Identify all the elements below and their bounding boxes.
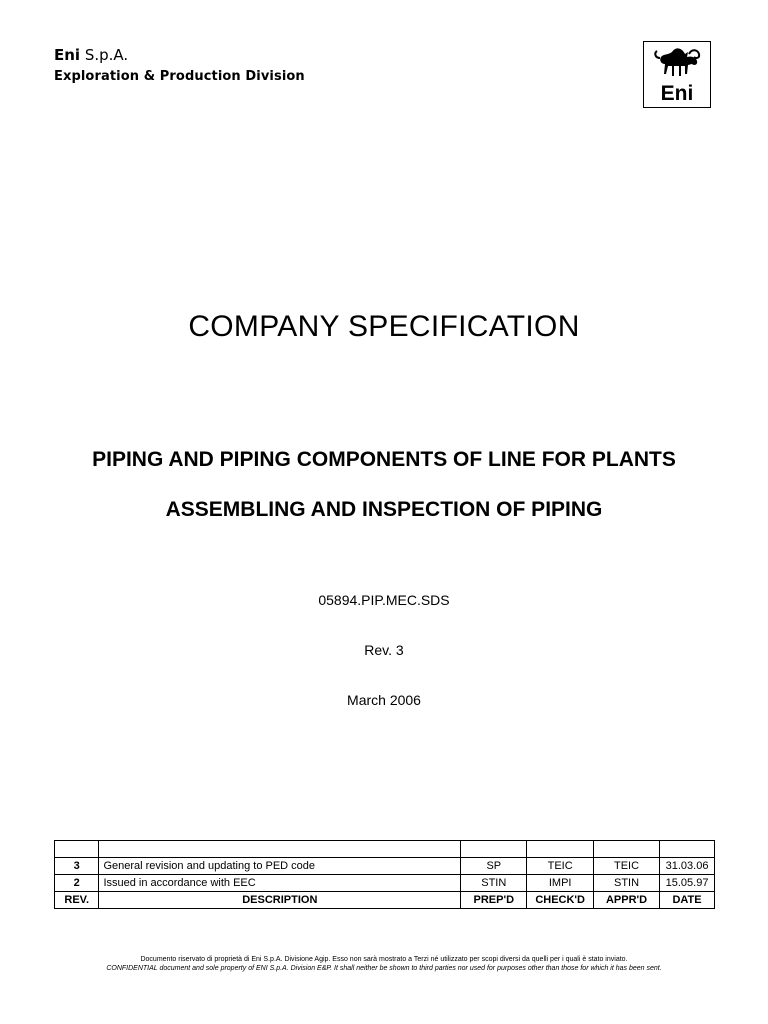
table-cell: 15.05.97 [660, 875, 715, 892]
column-header-prepared: PREP'D [461, 892, 527, 909]
table-cell [55, 841, 99, 858]
confidentiality-notice-italian: Documento riservato di proprietà di Eni S.p.A. Divisione Agip. Esso non sarà mostrato a Terzi né utilizzato per scopi diversi da quelli per i quali è stato inviato. [140, 956, 628, 963]
company-name [54, 46, 128, 64]
column-header-description: DESCRIPTION [99, 892, 461, 909]
table-cell: 3 [55, 858, 99, 875]
document-number: 05894.PIP.MEC.SDS [318, 592, 450, 608]
column-header-approved: APPR'D [593, 892, 659, 909]
document-type: COMPANY SPECIFICATION [188, 310, 580, 343]
document-title-line1: PIPING AND PIPING COMPONENTS OF LINE FOR PLANTS [92, 448, 676, 471]
table-cell: TEIC [527, 858, 594, 875]
confidentiality-notice-english: CONFIDENTIAL document and sole property of ENI S.p.A. Division E&P. It shall neither be shown to third parties nor used for purposes other than those for which it has been sent. [106, 965, 662, 972]
six-legged-dog-icon [652, 44, 702, 82]
table-cell: 2 [55, 875, 99, 892]
table-cell: STIN [593, 875, 659, 892]
issue-date: March 2006 [347, 692, 421, 708]
table-row [55, 841, 715, 858]
table-cell [660, 841, 715, 858]
revision-table [54, 840, 715, 909]
table-cell: General revision and updating to PED code [99, 858, 461, 875]
revision-number: Rev. 3 [364, 642, 404, 658]
company-name-suffix: S.p.A. [80, 46, 129, 64]
company-name-bold: Eni [54, 46, 81, 64]
table-cell [461, 841, 527, 858]
column-header-rev: REV. [55, 892, 99, 909]
column-header-date: DATE [660, 892, 715, 909]
table-cell [527, 841, 594, 858]
table-cell [593, 841, 659, 858]
logo-wordmark: Eni [660, 82, 694, 105]
table-cell: IMPI [527, 875, 594, 892]
column-header-checked: CHECK'D [527, 892, 594, 909]
table-row [55, 858, 715, 875]
document-title-line2: ASSEMBLING AND INSPECTION OF PIPING [165, 498, 603, 521]
eni-logo [643, 41, 711, 108]
division-name: Exploration & Production Division [54, 69, 305, 84]
table-cell: TEIC [593, 858, 659, 875]
table-cell: STIN [461, 875, 527, 892]
table-cell [99, 841, 461, 858]
table-row [55, 875, 715, 892]
table-cell: 31.03.06 [660, 858, 715, 875]
table-cell: Issued in accordance with EEC [99, 875, 461, 892]
table-cell: SP [461, 858, 527, 875]
table-header-row [55, 892, 715, 909]
